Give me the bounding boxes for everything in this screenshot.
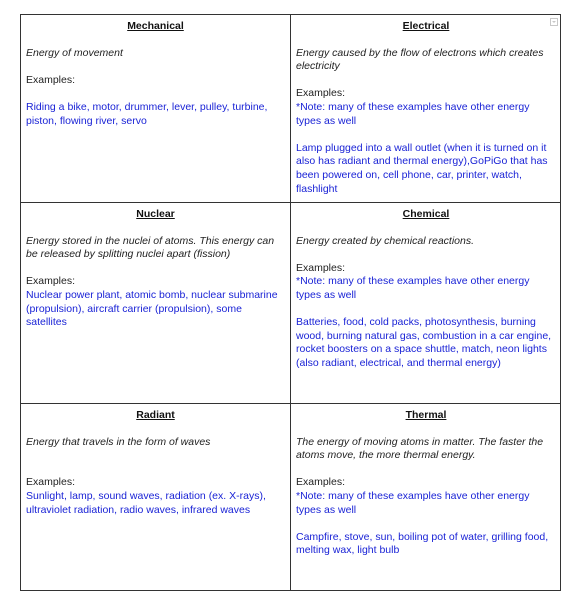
radiant-examples-label: Examples:: [26, 476, 76, 489]
radiant-description: Energy that travels in the form of waves: [26, 435, 211, 448]
radiant-cell: [21, 404, 291, 590]
nuclear-title: Nuclear: [136, 208, 175, 220]
electrical-cell: [291, 15, 561, 203]
thermal-examples: Campfire, stove, sun, boiling pot of water, grilling food, melting wax, light bulb: [296, 530, 549, 557]
mechanical-cell: [21, 15, 291, 203]
thermal-cell: [291, 404, 561, 590]
chemical-examples-label: Examples:: [296, 261, 346, 274]
thermal-examples-label: Examples:: [296, 476, 346, 489]
mechanical-description: Energy of movement: [26, 46, 123, 59]
electrical-title: Electrical: [402, 20, 450, 32]
electrical-examples: Lamp plugged into a wall outlet (when it is turned on it also has radiant and thermal energy),GoPiGo that has been powered on, cell phone, car, printer, watch, flashlight: [296, 141, 548, 195]
electrical-description: Energy caused by the flow of electrons which creates electricity: [296, 46, 544, 73]
energy-types-table: [20, 14, 561, 591]
nuclear-cell: [21, 203, 291, 404]
chemical-cell: [291, 203, 561, 404]
chemical-examples: Batteries, food, cold packs, photosynthesis, burning wood, burning natural gas, combustion in a car engine, rocket boosters on a space shuttle, match, neon lights (also radiant, electrical, and thermal energy): [296, 316, 552, 369]
nuclear-examples-label: Examples:: [26, 275, 76, 288]
mechanical-title: Mechanical: [127, 20, 184, 32]
chemical-description: Energy created by chemical reactions.: [296, 234, 475, 247]
thermal-note: *Note: many of these examples have other energy types as well: [296, 489, 530, 516]
cell-menu-icon[interactable]: [550, 18, 558, 26]
nuclear-examples: Nuclear power plant, atomic bomb, nuclear submarine (propulsion), aircraft carrier (propulsion), some satellites: [26, 288, 278, 329]
radiant-examples: Sunlight, lamp, sound waves, radiation (ex. X-rays), ultraviolet radiation, radio waves, infrared waves: [26, 489, 266, 516]
mechanical-examples: Riding a bike, motor, drummer, lever, pulley, turbine, piston, flowing river, servo: [26, 100, 268, 127]
radiant-title: Radiant: [136, 409, 175, 421]
thermal-description: The energy of moving atoms in matter. The faster the atoms move, the more thermal energy.: [296, 435, 544, 462]
nuclear-description: Energy stored in the nuclei of atoms. This energy can be released by splitting nuclei apart (fission): [26, 234, 275, 261]
thermal-title: Thermal: [405, 409, 447, 421]
electrical-examples-label: Examples:: [296, 87, 346, 100]
chemical-title: Chemical: [402, 208, 450, 220]
electrical-note: *Note: many of these examples have other energy types as well: [296, 100, 530, 127]
chemical-note: *Note: many of these examples have other energy types as well: [296, 275, 530, 301]
mechanical-examples-label: Examples:: [26, 73, 76, 86]
